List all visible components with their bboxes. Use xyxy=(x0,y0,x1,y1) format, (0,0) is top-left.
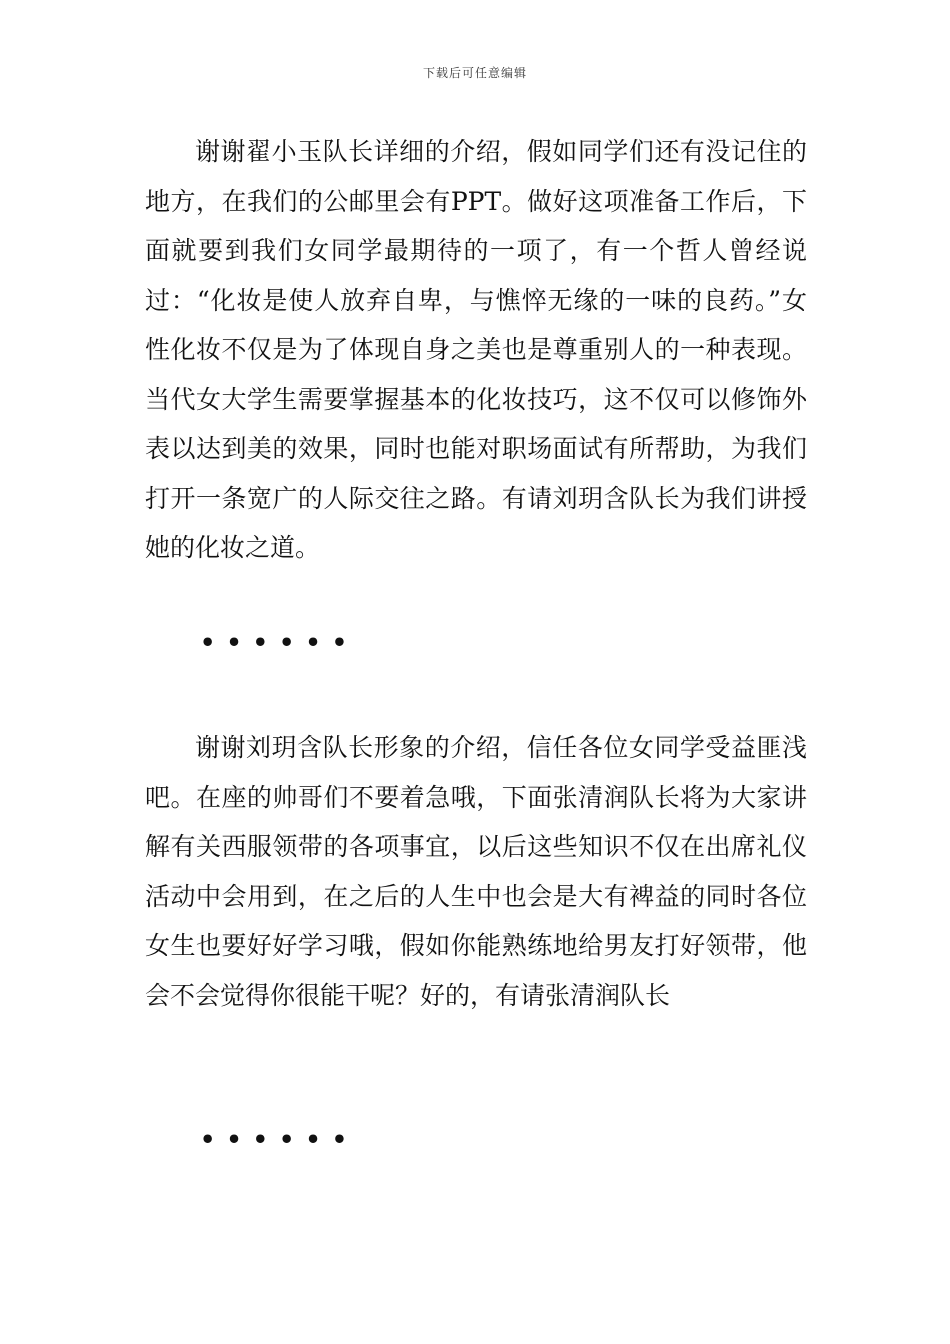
ellipsis-separator: •••••• xyxy=(200,628,359,657)
paragraph-intro-makeup: 谢谢翟小玉队长详细的介绍，假如同学们还有没记住的地方，在我们的公邮里会有PPT。做好这项准备工作后，下面就要到我们女同学最期待的一项了，有一个哲人曾经说过：“化妆是使人放弃自卑，与憔悴无缘的一味的良药。”女性化妆不仅是为了体现自身之美也是尊重别人的一种表现。当代女大学生需要掌握基本的化妆技巧，这不仅可以修饰外表以达到美的效果，同时也能对职场面试有所帮助，为我们打开一条宽广的人际交往之路。有请刘玥含队长为我们讲授她的化妆之道。 xyxy=(145,137,807,562)
ellipsis-separator: •••••• xyxy=(200,1125,359,1154)
paragraph-intro-tie: 谢谢刘玥含队长形象的介绍，信任各位女同学受益匪浅吧。在座的帅哥们不要着急哦，下面张清润队长将为大家讲解有关西服领带的各项事宜，以后这些知识不仅在出席礼仪活动中会用到，在之后的人生中也会是大有裨益的同时各位女生也要好好学习哦，假如你能熟练地给男友打好领带，他会不会觉得你很能干呢？好的，有请张清润队长 xyxy=(145,733,807,1010)
header-note: 下载后可任意编辑 xyxy=(422,66,527,80)
